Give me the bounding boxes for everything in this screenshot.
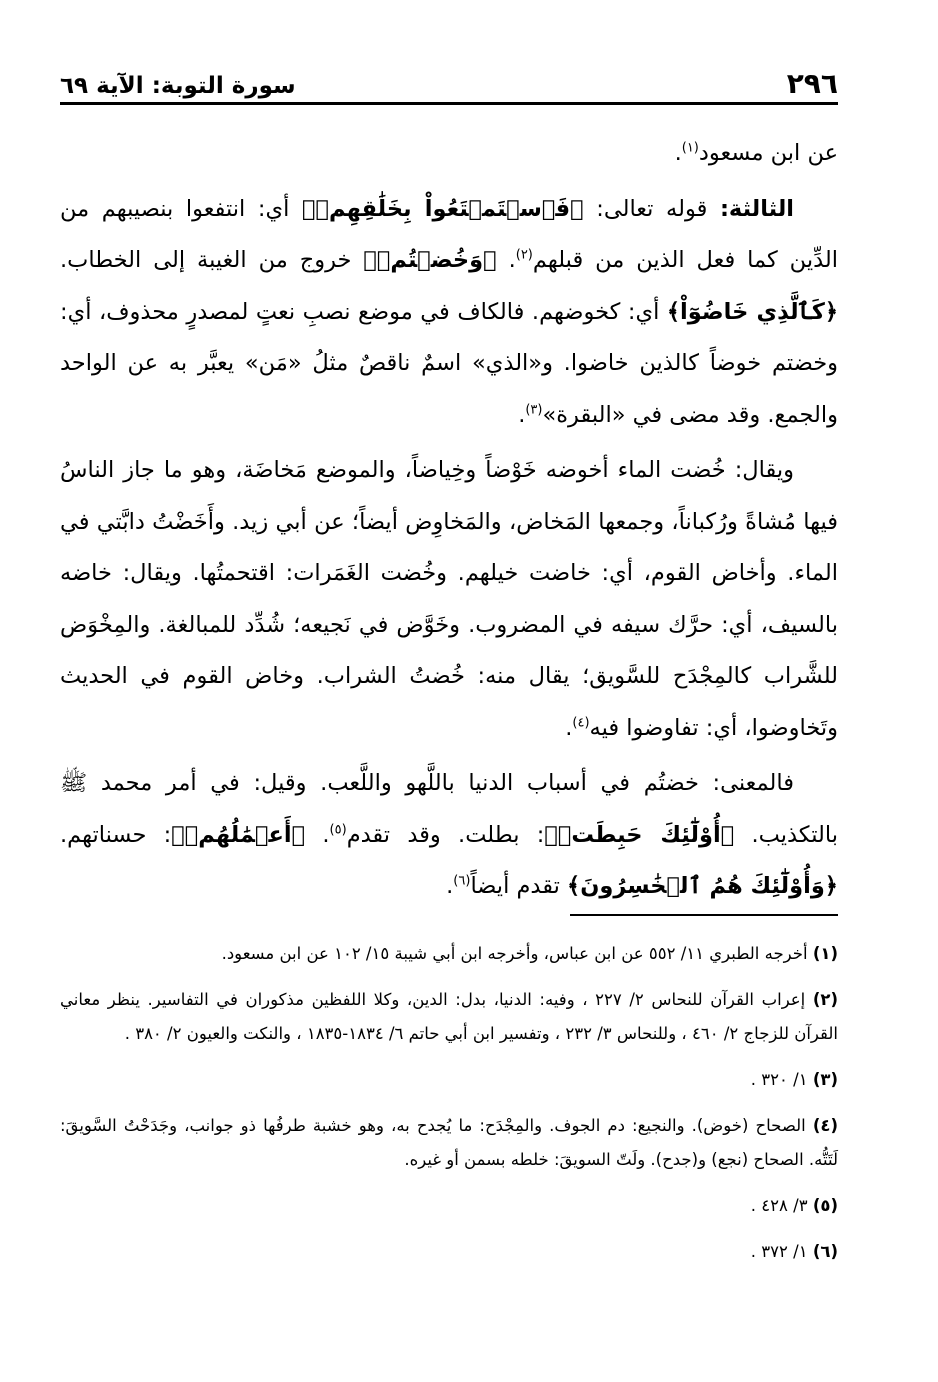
footnotes [60,937,838,1281]
footnote-ref-5: (٥) [329,822,347,837]
paragraph-2: الثالثة: قوله تعالى: ﴿فَٱسۡتَمۡتَعُواْ بِخَلَٰقِهِمۡ﴾ أي: انتفعوا بنصيبهم من الدِّين كما فعل الذين من قبلهم$^{(٢)}$. ﴿وَخُضۡتُمۡ﴾ خروج من الغيبة إلى الخطاب. ﴿كَٱلَّذِي خَاضُوٓاْ﴾ أي: كخوضهم. فالكاف في موضع نصبِ نعتٍ لمصدرٍ محذوف، أي: وخضتم خوضاً كالذين خاضوا. و«الذي» اسمٌ ناقصٌ مثلُ «مَن» يعبَّر به عن الواحد والجمع. وقد مضى في «البقرة»$^{(٣)}$. [60,195,839,428]
main-text [60,128,838,913]
footnote-ref-3: (٣) [525,402,543,417]
quran-quote: ﴿وَأُوْلَٰٓئِكَ هُمُ ٱلۡخَٰسِرُونَ﴾ [567,873,838,899]
quran-quote: ﴿أُوْلَٰٓئِكَ حَبِطَتۡ﴾ [544,821,735,848]
section-heading: الثالثة: [719,195,795,222]
footnote-3: (٣) ١/ ٣٢٠ . [750,1070,838,1089]
paragraph-1: عن ابن مسعود$^{(١)}$. [674,140,838,166]
footnote-6: (٦) ١/ ٣٧٢ . [750,1242,838,1261]
book-page [60,40,838,1360]
footnote-4: (٤) الصحاح (خوض). والنجيع: دم الجوف. والمِجْدَح: ما يُجدح به، وهو خشبة طرفُها ذو جوانب، وجَدَحْتُ السَّويقَ: لَتَتُّه. الصحاح (نجع) و(جدح). ولَتّ السويقَ: خلطه بسمن أو غيره. [60,1116,839,1169]
quran-quote: ﴿أَعۡمَٰلُهُمۡ﴾ [171,821,306,848]
footnote-5: (٥) ٣/ ٤٢٨ . [750,1196,838,1215]
running-header [60,62,838,98]
footnote-1: (١) أخرجه الطبري ١١/ ٥٥٢ عن ابن عباس، وأخرجه ابن أبي شيبة ١٥/ ١٠٢ عن ابن مسعود. [221,944,838,963]
quran-quote: ﴿وَخُضۡتُمۡ﴾ [363,247,497,273]
header-rule [60,102,838,105]
footnote-ref-2: (٢) [515,247,533,263]
footnote-ref-4: (٤) [572,715,590,730]
quran-quote: ﴿فَٱسۡتَمۡتَعُواْ بِخَلَٰقِهِمۡ﴾ [301,195,584,222]
footnote-ref-6: (٦) [453,873,471,889]
footnote-ref-1: (١) [681,140,699,156]
surah-verse-label: سورة التوبة: الآية ٦٩ [60,73,296,99]
footnote-2: (٢) إعراب القرآن للنحاس ٢/ ٢٢٧ ، وفيه: الدنيا، بدل: الدين، وكلا اللفظين مذكوران في التفاسير. ينظر معاني القرآن للزجاج ٢/ ٤٦٠ ، وللنحاس ٣/ ٢٣٢ ، وتفسير ابن أبي حاتم ٦/ ١٨٣٤-١٨٣٥ ، والنكت والعيون ٢/ ٣٨٠ . [60,990,838,1043]
page-number: ٢٩٦ [786,67,838,100]
paragraph-4: فالمعنى: خضتُم في أسباب الدنيا باللَّهو واللَّعب. وقيل: في أمر محمد ﷺ بالتكذيب. ﴿أُوْلَٰٓئِكَ حَبِطَتۡ﴾: بطلت. وقد تقدم$^{(٥)}$. ﴿أَعۡمَٰلُهُمۡ﴾: حسناتهم. ﴿وَأُوْلَٰٓئِكَ هُمُ ٱلۡخَٰسِرُونَ﴾ تقدم أيضاً$^{(٦)}$. [60,770,838,899]
paragraph-3: ويقال: خُضت الماء أخوضه خَوْضاً وخِياضاً، والموضع مَخاضَة، وهو ما جاز الناسُ فيها مُشاةً ورُكباناً، وجمعها المَخاض، والمَخاوِض أيضاً؛ عن أبي زيد. وأَخَضْتُ دابَّتي في الماء. وأخاض القوم، أي: خاضت خيلهم. وخُضت الغَمَرات: اقتحمتُها. ويقال: خاضه بالسيف، أي: حرَّك سيفه في المضروب. وخَوَّض في نَجيعه؛ شُدِّد للمبالغة. والمِخْوَض للشَّراب كالمِجْدَح للسَّويق؛ يقال منه: خُضتُ الشراب. وخاض القوم في الحديث وتَخاوضوا، أي: تفاوضوا فيه$^{(٤)}$. [60,457,838,741]
quran-quote: ﴿كَٱلَّذِي خَاضُوٓاْ﴾ [666,298,839,325]
footnote-separator [570,914,838,916]
